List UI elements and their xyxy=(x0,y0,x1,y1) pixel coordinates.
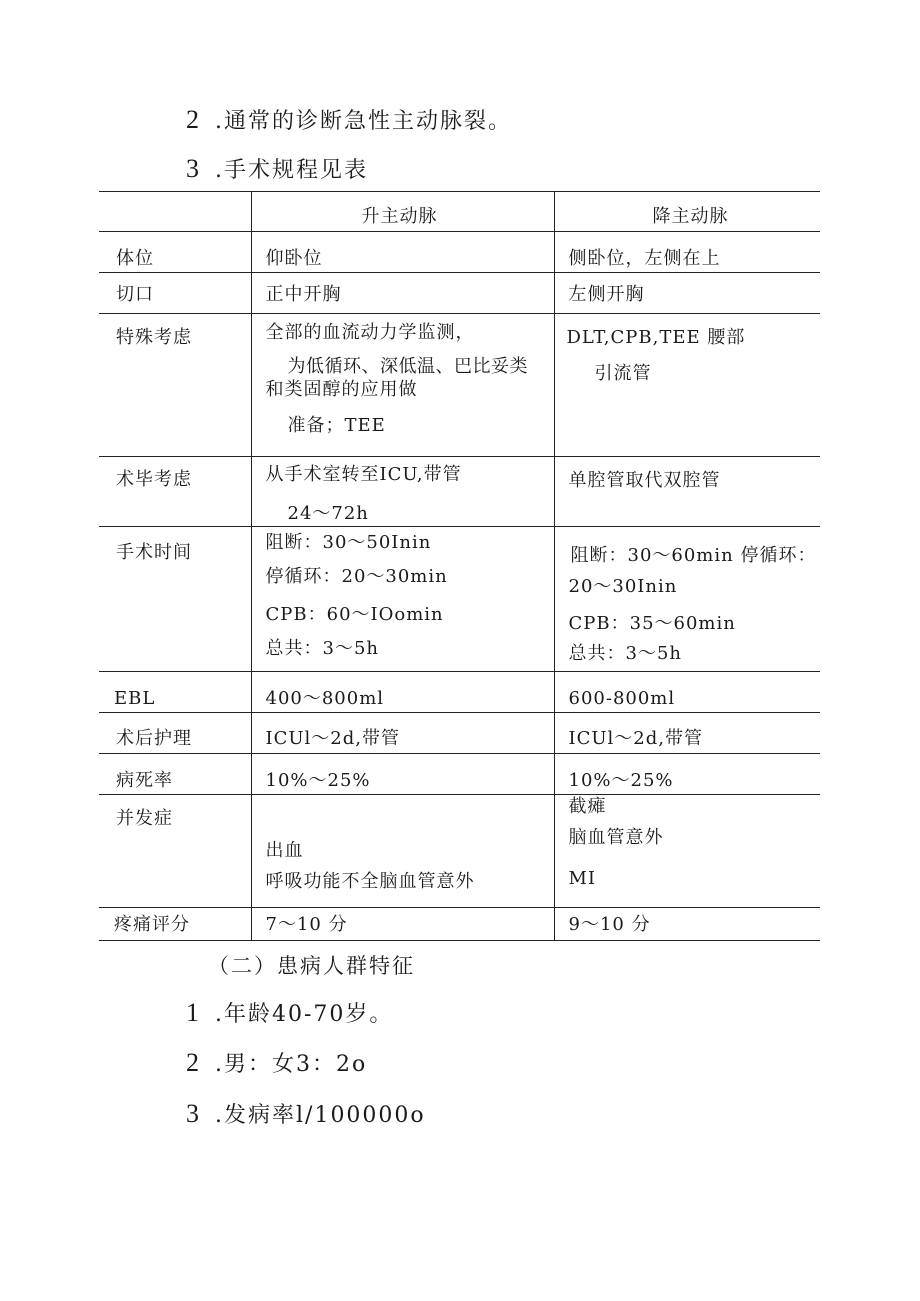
asc-line: 为低循环、深低温、巴比妥类 xyxy=(287,356,528,377)
desc-line: 脑血管意外 xyxy=(568,827,664,848)
desc-line: MI xyxy=(568,868,597,889)
row-label: 手术时间 xyxy=(116,542,192,563)
row-label: 体位 xyxy=(116,248,154,269)
desc-line: ICUl～2d,带管 xyxy=(568,728,704,749)
desc-line: 10%～25% xyxy=(568,770,674,791)
desc-line: 9～10 分 xyxy=(568,914,651,935)
desc-line: 截瘫 xyxy=(568,796,607,817)
table-row xyxy=(99,232,820,273)
desc-line: 20～30Inin xyxy=(568,576,678,597)
intro-item-2-number: 2 xyxy=(186,105,201,134)
asc-line: 总共：3～5h xyxy=(265,638,379,659)
row-label: 术后护理 xyxy=(116,728,192,749)
desc-line: 阻断：30～60min 停循环： xyxy=(570,545,817,566)
intro-item-3-text: .手术规程见表 xyxy=(215,158,368,183)
asc-line: 仰卧位 xyxy=(265,248,323,269)
row-label: 疼痛评分 xyxy=(114,914,190,935)
header-descending-aorta: 降主动脉 xyxy=(652,206,729,227)
asc-line: 全部的血流动力学监测， xyxy=(265,322,475,343)
header-ascending-aorta: 升主动脉 xyxy=(361,206,438,227)
intro-item-2 xyxy=(186,104,512,135)
asc-line: 阻断：30～50Inin xyxy=(265,532,432,553)
asc-line: 停循环：20～30min xyxy=(265,566,448,587)
table-header-row xyxy=(99,192,820,232)
asc-line: 从手术室转至ICU,带管 xyxy=(265,464,462,485)
row-label: 并发症 xyxy=(116,808,173,829)
row-label: 病死率 xyxy=(116,770,173,791)
table-row xyxy=(99,672,820,713)
section-2-item-2 xyxy=(186,1047,367,1078)
section-2-item-3-text: .发病率l/100000o xyxy=(215,1103,426,1128)
section-2-item-3-number: 3 xyxy=(186,1099,201,1128)
asc-line: 10%～25% xyxy=(265,770,371,791)
desc-line: 总共：3～5h xyxy=(568,643,682,664)
asc-line: 出血 xyxy=(265,840,304,861)
asc-line: 正中开胸 xyxy=(265,284,342,305)
desc-line: CPB：35～60min xyxy=(568,613,736,634)
intro-item-3-number: 3 xyxy=(186,154,201,183)
row-label: 特殊考虑 xyxy=(116,327,192,348)
table-row xyxy=(99,457,820,527)
table-row xyxy=(99,527,820,672)
section-2-item-3 xyxy=(186,1098,426,1129)
desc-line: DLT,CPB,TEE 腰部 xyxy=(566,327,746,348)
asc-line: 呼吸功能不全脑血管意外 xyxy=(265,871,475,892)
intro-item-2-text: .通常的诊断急性主动脉裂。 xyxy=(215,109,512,134)
section-2-heading-text: （二）患病人群特征 xyxy=(208,954,415,978)
section-2-item-1 xyxy=(186,997,393,1028)
table-row xyxy=(99,314,820,457)
asc-line: ICUl～2d,带管 xyxy=(265,728,401,749)
asc-line: 24～72h xyxy=(287,503,369,524)
row-label: 术毕考虑 xyxy=(116,469,192,490)
desc-line: 侧卧位，左侧在上 xyxy=(568,248,721,269)
table-row xyxy=(99,908,820,941)
table-row xyxy=(99,754,820,795)
asc-line: 和类固醇的应用做 xyxy=(265,379,418,400)
section-2-item-2-number: 2 xyxy=(186,1048,201,1077)
desc-line: 单腔管取代双腔管 xyxy=(568,470,721,491)
asc-line: 400～800ml xyxy=(265,688,385,709)
table-row xyxy=(99,795,820,908)
row-label: EBL xyxy=(114,688,156,709)
asc-line: 准备；TEE xyxy=(287,415,386,436)
asc-line: 7～10 分 xyxy=(265,914,348,935)
section-2-item-1-text: .年龄40-70岁。 xyxy=(215,1002,394,1027)
asc-line: CPB：60～IOomin xyxy=(265,604,444,625)
section-2-heading xyxy=(208,950,415,980)
intro-item-3 xyxy=(186,153,368,184)
desc-line: 左侧开胸 xyxy=(568,284,645,305)
table-row xyxy=(99,273,820,314)
section-2-item-2-text: .男：女3：2o xyxy=(215,1052,368,1077)
procedure-table xyxy=(99,191,820,941)
desc-line: 引流管 xyxy=(594,363,652,384)
section-2-item-1-number: 1 xyxy=(186,998,201,1027)
desc-line: 600-800ml xyxy=(568,688,676,709)
row-label: 切口 xyxy=(116,284,154,305)
table-row xyxy=(99,713,820,754)
